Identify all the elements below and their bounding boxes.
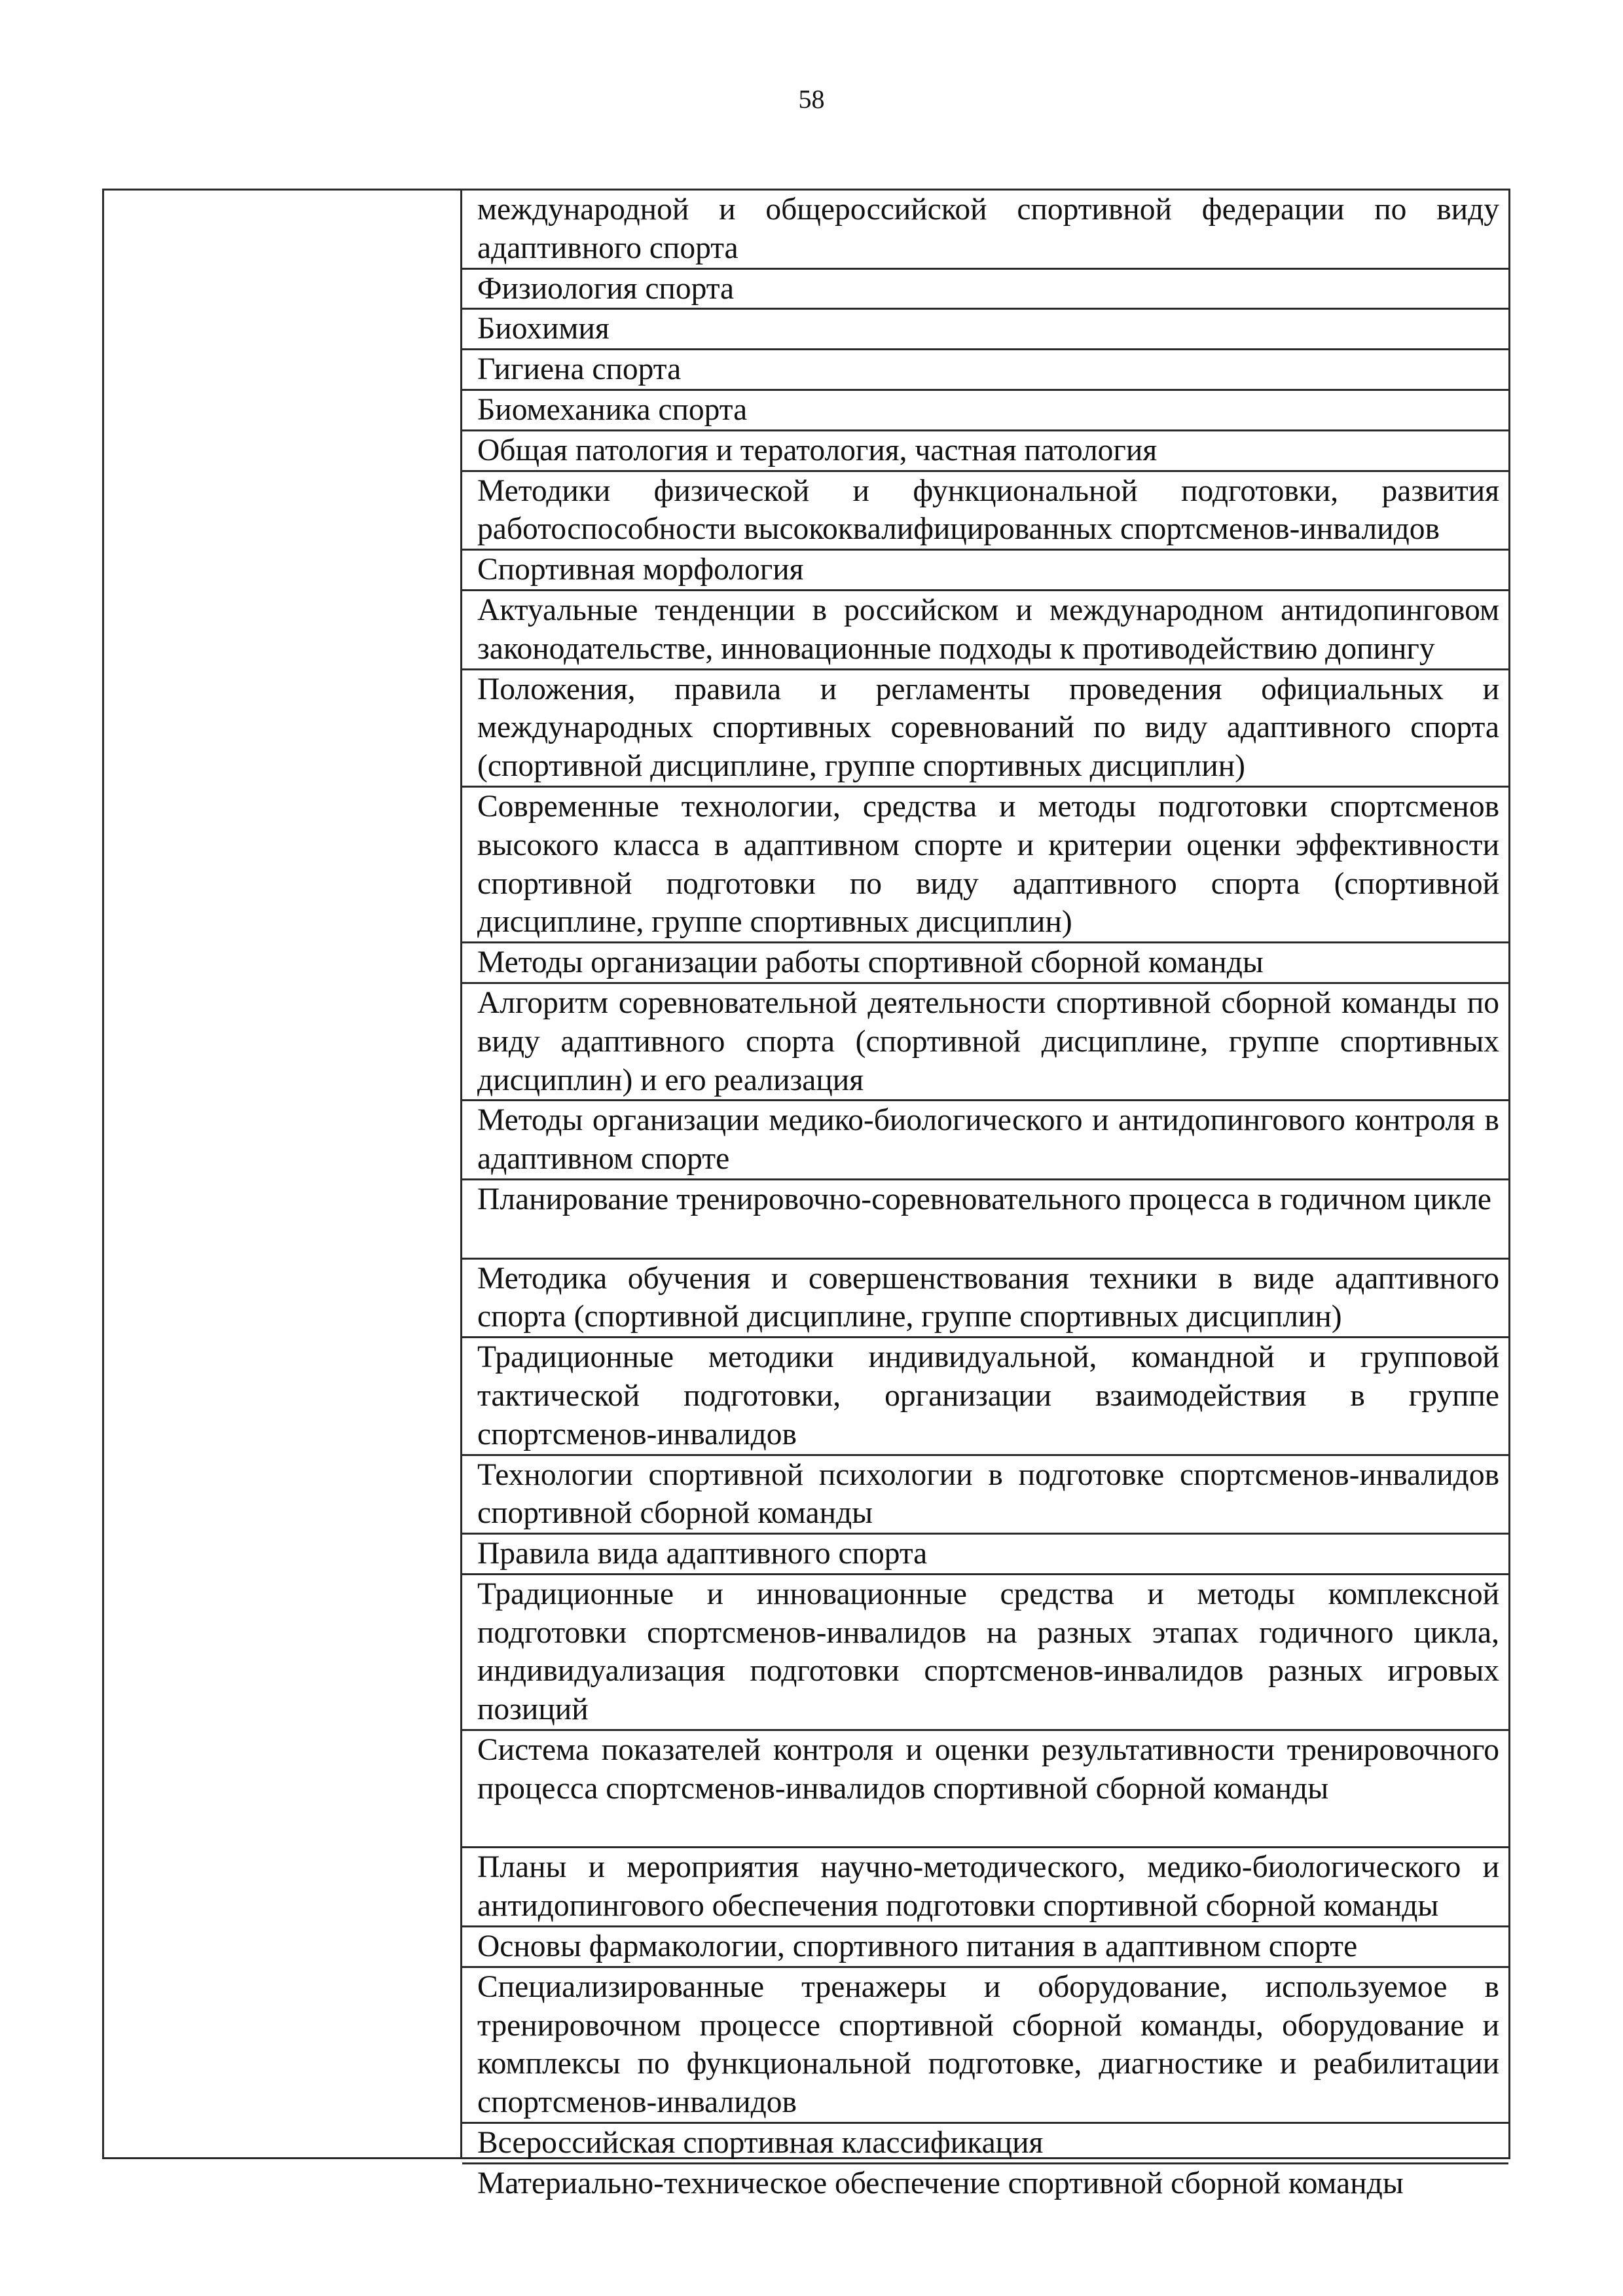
table-left-column xyxy=(104,191,462,2157)
table-row: Общая патология и тератология, частная патология xyxy=(462,431,1508,472)
table-row: Спортивная морфология xyxy=(462,551,1508,591)
table-row: Биомеханика спорта xyxy=(462,391,1508,431)
table-row: Методики физической и функциональной подготовки, развития работоспособности высококвалифицированных спортсменов-инвалидов xyxy=(462,472,1508,551)
table-right-column xyxy=(462,191,1508,2200)
table-row: Система показателей контроля и оценки результативности тренировочного процесса спортсменов-инвалидов спортивной сборной команды xyxy=(462,1731,1508,1848)
table-row: Биохимия xyxy=(462,310,1508,350)
table-row: Планы и мероприятия научно-методического, медико-биологического и антидопингового обеспечения подготовки спортивной сборной команды xyxy=(462,1848,1508,1927)
table-row: Актуальные тенденции в российском и международном антидопинговом законодательстве, инновационные подходы к противодействию допингу xyxy=(462,591,1508,670)
table-row: Планирование тренировочно-соревновательного процесса в годичном цикле xyxy=(462,1180,1508,1260)
table-row: Материально-техническое обеспечение спортивной сборной команды xyxy=(477,2166,1404,2200)
table-row: Методы организации работы спортивной сборной команды xyxy=(462,943,1508,984)
table-row: Физиология спорта xyxy=(462,270,1508,310)
content-table xyxy=(102,189,1510,2200)
table-row: Основы фармакологии, спортивного питания в адаптивном спорте xyxy=(462,1927,1508,1968)
table-row: Традиционные методики индивидуальной, командной и групповой тактической подготовки, организации взаимодействия в группе спортсменов-инвалидов xyxy=(462,1338,1508,1455)
table-row: Положения, правила и регламенты проведения официальных и международных спортивных соревнований по виду адаптивного спорта (спортивной дисциплине, группе спортивных дисциплин) xyxy=(462,670,1508,788)
table-row: Всероссийская спортивная классификация xyxy=(462,2124,1508,2164)
table-row: международной и общероссийской спортивной федерации по виду адаптивного спорта xyxy=(462,191,1508,270)
table-row: Современные технологии, средства и методы подготовки спортсменов высокого класса в адаптивном спорте и критерии оценки эффективности спортивной подготовки по виду адаптивного спорта (спортивной дисциплине, группе спортивных дисциплин) xyxy=(462,788,1508,943)
table-row: Специализированные тренажеры и оборудование, используемое в тренировочном процессе спортивной сборной команды, оборудование и комплексы по функциональной подготовке, диагностике и реабилитации спортсменов-инвалидов xyxy=(462,1968,1508,2124)
table-row: Методика обучения и совершенствования техники в виде адаптивного спорта (спортивной дисциплине, группе спортивных дисциплин) xyxy=(462,1260,1508,1339)
table-row: Гигиена спорта xyxy=(462,350,1508,391)
table-row: Алгоритм соревновательной деятельности спортивной сборной команды по виду адаптивного спорта (спортивной дисциплине, группе спортивных дисциплин) и его реализация xyxy=(462,984,1508,1101)
table-row: Методы организации медико-биологического и антидопингового контроля в адаптивном спорте xyxy=(462,1101,1508,1180)
page-number: 58 xyxy=(798,84,825,114)
table-row: Правила вида адаптивного спорта xyxy=(462,1535,1508,1575)
table-row: Традиционные и инновационные средства и методы комплексной подготовки спортсменов-инвалидов на разных этапах годичного цикла, индивидуализация подготовки спортсменов-инвалидов разных игровых позиций xyxy=(462,1575,1508,1731)
table-row: Технологии спортивной психологии в подготовке спортсменов-инвалидов спортивной сборной команды xyxy=(462,1456,1508,1535)
